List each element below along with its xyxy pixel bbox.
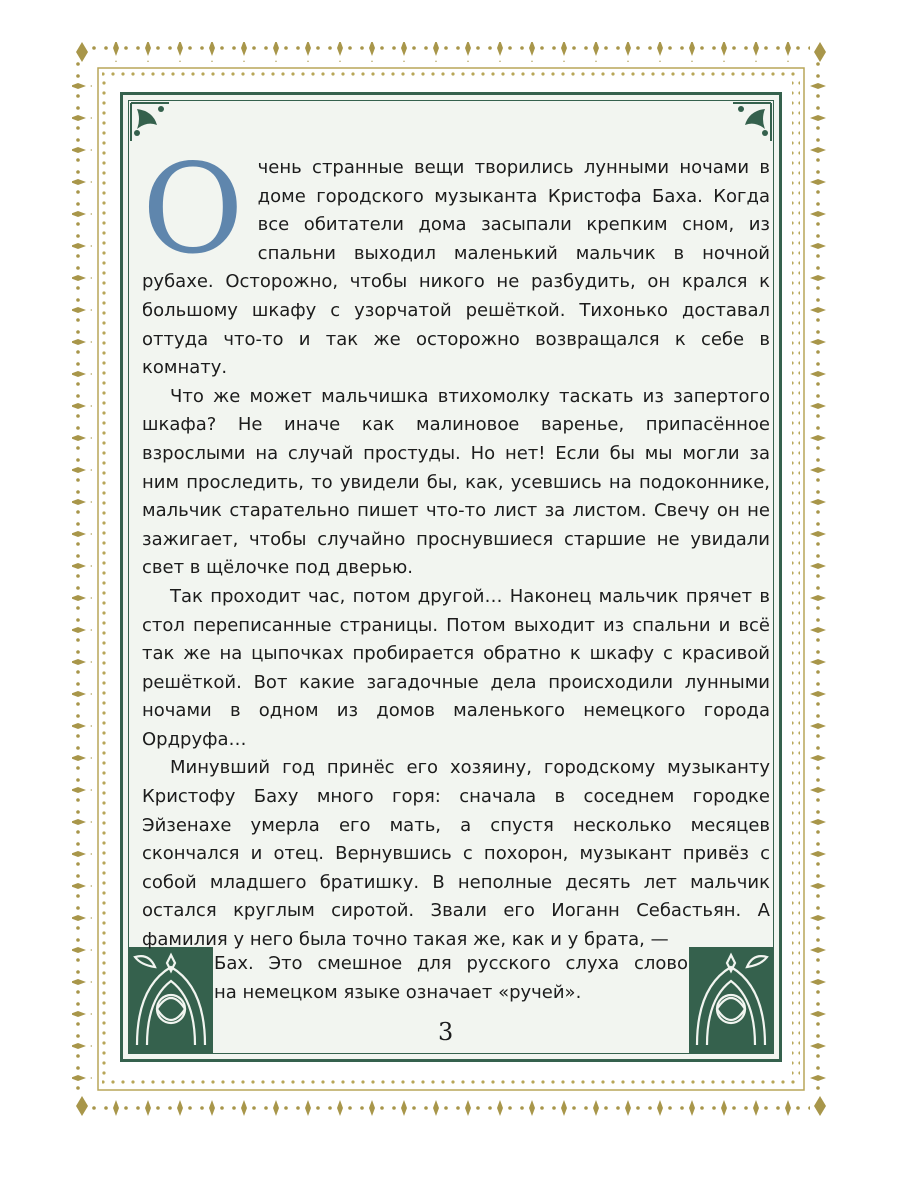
paragraph: Что же может мальчишка втихомолку таскать из запертого шкафа? Не иначе как малиновое варенье, припасённое взрослыми на случай простуды. Но нет! Если бы мы могли за ним проследить, то увидели бы, как, усевшись на подоконнике, мальчик старательно пишет что-то лист за листом. Свечу он не зажигает, чтобы случайно проснувшиеся старшие не увидали свет в щёлочке под дверью. — [142, 385, 770, 579]
paragraph — [142, 138, 770, 383]
drop-cap: О — [142, 138, 244, 282]
text-line: на немецком языке означает «ручей». — [214, 981, 582, 1003]
corner-ornament-icon — [729, 99, 775, 145]
paragraph-text: чень странные вещи творились лунными ночами в доме городского музыканта Кристофа Баха. Когда все обитатели дома засыпали крепким сном, из спальни выходил маленький мальчик в ночной рубахе. Осторожно, чтобы никого не разбудить, он крался к большому шкафу с узорчатой решёткой. Тихонько доставал оттуда что-то и так же осторожно возвращался к себе в комнату. — [142, 157, 770, 379]
paragraph: Минувший год принёс его хозяину, городскому музыканту Кристофу Баху много горя: сначала в соседнем городке Эйзенахе умерла его мать, а спустя несколько месяцев скончался и отец. Вернувшись с похорон, музыкант привёз с собой младшего братишку. В неполные десять лет мальчик остался круглым сиротой. Звали его Иоганн Себастьян. А фамилия у него была точно такая же, как и у брата, — — [142, 757, 770, 951]
celtic-knot-ornament-icon — [689, 947, 773, 1053]
celtic-knot-ornament-icon — [129, 947, 213, 1053]
story-text — [142, 138, 770, 955]
paragraph: Так проходит час, потом другой… Наконец мальчик прячет в стол переписанные страницы. Потом выходит из спальни и всё так же на цыпочках пробирается обратно к шкафу с красивой решёткой. Вот какие загадочные дела происходили лунными ночами в одном из домов маленького немецкого города Ордруфа… — [142, 585, 770, 750]
closing-lines — [214, 950, 688, 1007]
text-line: Бах. Это смешное для русского слуха слово — [214, 953, 688, 974]
page-number: 3 — [438, 1018, 454, 1046]
